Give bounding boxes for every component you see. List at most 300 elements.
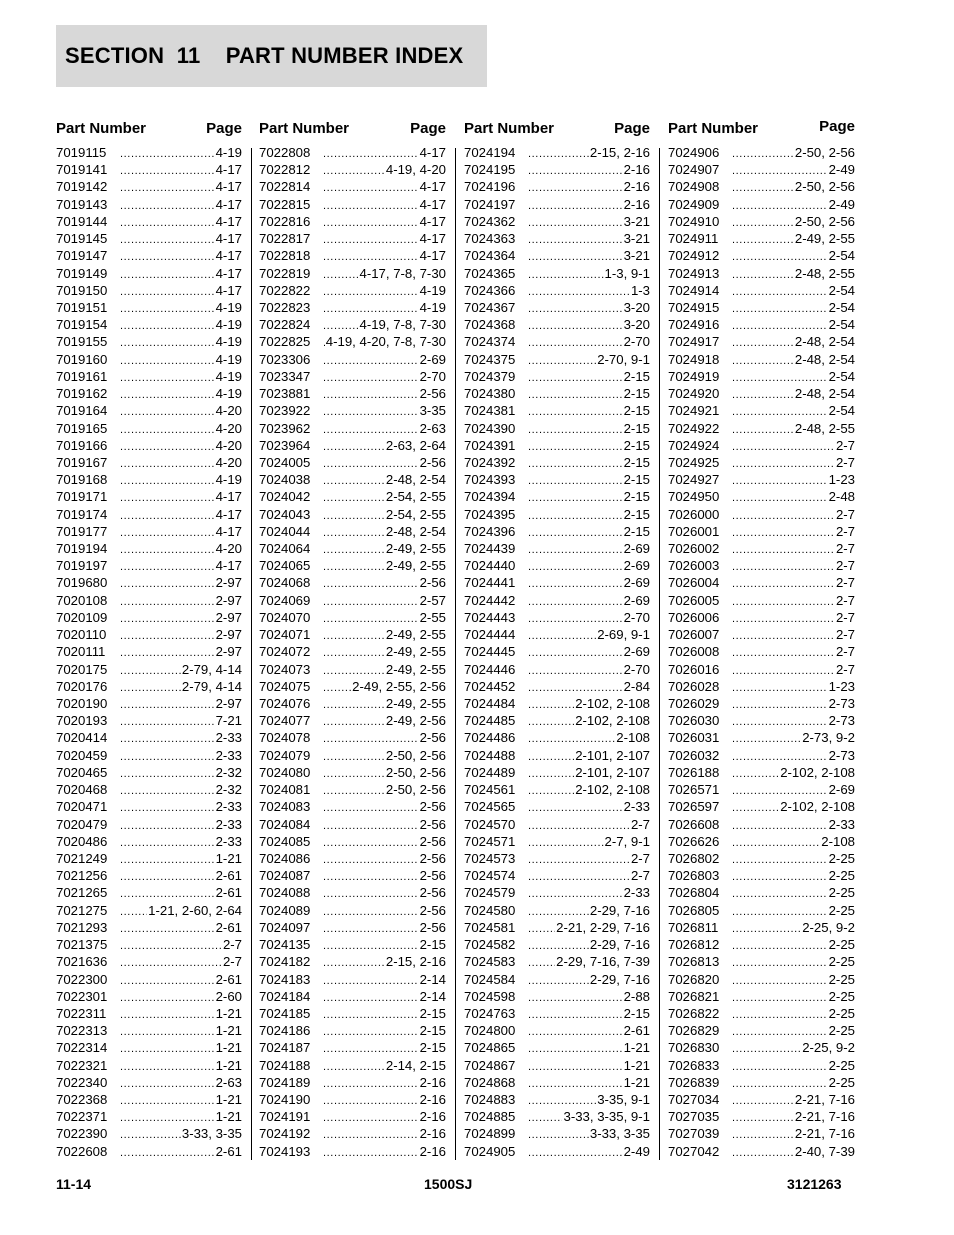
index-entry (56, 402, 242, 419)
part-number: 7022816 (259, 213, 311, 229)
index-entry (464, 643, 650, 660)
part-number: 7024441 (464, 575, 516, 591)
part-number: 7024365 (464, 265, 516, 281)
part-number-header: Part Number (668, 120, 759, 137)
page-reference: 2-48, 2-54 (794, 386, 855, 402)
page-reference: 2-102, 2-108 (780, 799, 855, 815)
index-entry (668, 936, 855, 953)
part-number: 7024486 (464, 730, 516, 746)
dot-leader (120, 680, 181, 695)
part-number: 7024379 (464, 368, 516, 384)
page-reference: 2-7 (630, 868, 650, 884)
part-number: 7024070 (259, 609, 311, 625)
dot-leader (323, 284, 419, 299)
index-column-2 (259, 118, 446, 1160)
part-number: 7020190 (56, 696, 108, 711)
page-reference: 2-7 (835, 454, 855, 470)
part-number: 7022824 (259, 317, 311, 333)
index-entry (464, 884, 650, 901)
dot-leader (732, 955, 828, 970)
index-entry (259, 351, 446, 368)
dot-leader (323, 749, 385, 764)
index-entry (464, 695, 650, 712)
page-reference: 2-84 (623, 678, 650, 694)
part-number: 7019165 (56, 420, 108, 436)
index-entry (56, 1125, 242, 1142)
dot-leader (528, 387, 623, 402)
part-number: 7019197 (56, 558, 108, 574)
part-number: 7019680 (56, 575, 108, 591)
dot-leader (732, 301, 828, 316)
dot-leader (528, 559, 623, 574)
dot-leader (732, 766, 779, 781)
index-entry (668, 661, 855, 678)
dot-leader (323, 198, 419, 213)
part-number: 7024362 (464, 213, 516, 229)
page-reference: 2-49, 2-55 (385, 696, 446, 711)
part-number: 7024185 (259, 1005, 311, 1021)
part-number: 7024081 (259, 782, 311, 798)
index-entry (668, 971, 855, 988)
page-reference: 2-7, 9-1 (604, 833, 650, 849)
index-entry (668, 1143, 855, 1160)
part-number: 7024191 (259, 1109, 311, 1125)
dot-leader (732, 284, 828, 299)
index-entry (259, 265, 446, 282)
part-number: 7024908 (668, 179, 720, 195)
part-number: 7024565 (464, 799, 516, 815)
part-number: 7021249 (56, 850, 108, 866)
part-number: 7023347 (259, 368, 311, 384)
part-number: 7026608 (668, 816, 720, 832)
page-reference: 4-20 (215, 420, 242, 436)
page-reference: 1-21 (215, 850, 242, 866)
part-number: 7024442 (464, 592, 516, 608)
index-entry (259, 850, 446, 867)
part-number: 7024069 (259, 592, 311, 608)
page-reference: 2-16 (419, 1126, 446, 1142)
part-number: 7019115 (56, 145, 107, 160)
page-reference: 2-69 (419, 351, 446, 367)
part-number: 7022368 (56, 1092, 108, 1108)
part-number: 7024367 (464, 299, 516, 315)
dot-leader (120, 800, 215, 815)
part-number: 7019145 (56, 231, 108, 247)
dot-leader (528, 680, 623, 695)
dot-leader (732, 904, 828, 919)
part-number: 7024583 (464, 954, 516, 970)
page-reference: 2-49, 2-56 (385, 713, 446, 729)
dot-leader (732, 1007, 828, 1022)
index-entry (464, 230, 650, 247)
page-reference: 4-17 (215, 523, 242, 539)
footer-page-number: 11-14 (56, 1176, 92, 1192)
index-entry (464, 678, 650, 695)
part-number: 7024489 (464, 764, 516, 780)
index-entry (56, 1005, 242, 1022)
index-entry (464, 712, 650, 729)
part-number: 7024452 (464, 678, 516, 694)
dot-leader (528, 955, 555, 970)
page-reference: 2-7 (835, 609, 855, 625)
dot-leader (732, 439, 835, 454)
page-reference: 2-33 (623, 885, 650, 901)
part-number: 7024194 (464, 145, 516, 160)
index-entry (259, 902, 446, 919)
dot-leader (732, 852, 828, 867)
part-number: 7024083 (259, 799, 311, 815)
part-number: 7022314 (56, 1040, 108, 1056)
index-entry (668, 953, 855, 970)
part-number: 7024005 (259, 454, 311, 470)
index-entry (56, 678, 242, 695)
dot-leader (528, 749, 574, 764)
page-reference: 2-69 (623, 644, 650, 660)
part-number: 7024184 (259, 988, 311, 1004)
page-reference: 2-7 (835, 592, 855, 608)
index-entry (668, 454, 855, 471)
dot-leader (323, 215, 419, 230)
page-reference: 2-25 (828, 902, 855, 918)
page-reference: 2-15 (623, 368, 650, 384)
part-number: 7024914 (668, 282, 720, 298)
dot-leader (732, 749, 828, 764)
page-reference: 2-102, 2-108 (575, 696, 650, 711)
dot-leader (732, 318, 828, 333)
part-number: 7022818 (259, 248, 311, 264)
part-number: 7026802 (668, 850, 720, 866)
page-reference: 2-25 (828, 937, 855, 953)
page-reference: 2-54 (828, 299, 855, 315)
page-reference: 2-69 (623, 592, 650, 608)
dot-leader (528, 456, 623, 471)
part-number: 7024581 (464, 919, 516, 935)
index-entry (259, 1125, 446, 1142)
dot-leader (323, 990, 419, 1005)
dot-leader (528, 938, 589, 953)
page-reference: 2-7 (630, 816, 650, 832)
index-entry (259, 764, 446, 781)
index-entry (56, 850, 242, 867)
dot-leader (120, 353, 215, 368)
page-reference: 4-17 (419, 196, 446, 212)
index-entry (668, 178, 855, 195)
dot-leader (528, 180, 623, 195)
index-entry (56, 609, 242, 626)
index-entry (56, 781, 242, 798)
index-entry (668, 712, 855, 729)
index-entry (464, 1143, 650, 1160)
page-reference: 2-102, 2-108 (575, 782, 650, 798)
page-reference: 1-21 (215, 1040, 242, 1056)
dot-leader (528, 990, 623, 1005)
part-number: 7024064 (259, 541, 311, 557)
page-reference: 4-17 (215, 196, 242, 212)
index-entry (56, 712, 242, 729)
index-entry (668, 316, 855, 333)
index-entry (668, 1091, 855, 1108)
dot-leader (323, 576, 419, 591)
index-entry (56, 265, 242, 282)
part-number: 7024582 (464, 937, 516, 953)
part-number: 7021256 (56, 868, 108, 884)
index-entry (259, 643, 446, 660)
page-reference: 2-40, 7-39 (794, 1143, 855, 1159)
dot-leader (323, 835, 419, 850)
part-number: 7020109 (56, 609, 108, 625)
part-number: 7024561 (464, 782, 516, 798)
page-reference: 2-7 (835, 437, 855, 453)
dot-leader (323, 783, 385, 798)
dot-leader (120, 318, 215, 333)
dot-leader (528, 490, 623, 505)
part-number: 7024446 (464, 661, 516, 677)
part-number: 7024189 (259, 1074, 311, 1090)
index-entry (464, 506, 650, 523)
index-entry (464, 454, 650, 471)
part-number: 7019161 (56, 368, 108, 384)
index-entry (668, 144, 855, 161)
index-entry (668, 230, 855, 247)
index-entry (464, 833, 650, 850)
dot-leader (732, 370, 828, 385)
index-entry (464, 574, 650, 591)
dot-leader (323, 680, 351, 695)
part-number: 7026002 (668, 541, 720, 557)
part-number: 7024571 (464, 833, 516, 849)
dot-leader (120, 1007, 215, 1022)
part-number: 7024865 (464, 1040, 516, 1056)
dot-leader (732, 1145, 794, 1160)
index-entry (56, 420, 242, 437)
dot-leader (323, 628, 385, 643)
dot-leader (120, 1059, 215, 1074)
dot-leader (323, 232, 419, 247)
part-number: 7026805 (668, 902, 720, 918)
index-entry (259, 1005, 446, 1022)
dot-leader (732, 353, 794, 368)
page-reference: 2-33 (215, 833, 242, 849)
page-reference: 2-7 (630, 850, 650, 866)
page-reference: 2-7 (835, 661, 855, 677)
index-entry (464, 282, 650, 299)
part-number: 7022340 (56, 1074, 108, 1090)
part-number: 7024080 (259, 764, 311, 780)
page-reference: 2-54, 2-55 (385, 489, 446, 505)
page-reference: 2-7 (835, 541, 855, 557)
part-number: 7020414 (56, 730, 108, 746)
part-number: 7022301 (56, 988, 108, 1004)
dot-leader (323, 886, 419, 901)
part-number: 7026803 (668, 868, 720, 884)
part-number: 7024927 (668, 472, 720, 488)
dot-leader (732, 886, 828, 901)
dot-leader (732, 645, 835, 660)
page-reference: 2-48 (828, 489, 855, 505)
part-number: 7020479 (56, 816, 108, 832)
index-entry (668, 833, 855, 850)
index-entry (464, 1057, 650, 1074)
page-reference: 1-21 (623, 1074, 650, 1090)
part-number: 7026003 (668, 558, 720, 574)
part-number: 7024381 (464, 403, 516, 419)
part-number: 7019166 (56, 437, 108, 453)
page-reference: 2-69 (623, 541, 650, 557)
index-column-3 (464, 118, 650, 1160)
dot-leader (323, 387, 419, 402)
dot-leader (732, 559, 835, 574)
dot-leader (528, 267, 604, 282)
index-entry (464, 213, 650, 230)
part-number: 7020176 (56, 678, 108, 694)
page-reference: 2-29, 7-16 (589, 937, 650, 953)
dot-leader (120, 301, 215, 316)
index-column-1 (56, 118, 242, 1160)
part-number: 7026029 (668, 696, 720, 711)
index-entry (668, 247, 855, 264)
part-number: 7026830 (668, 1040, 720, 1056)
page-reference: 2-21, 2-29, 7-16 (556, 919, 650, 935)
page-reference: 2-25 (828, 971, 855, 987)
dot-leader (323, 267, 358, 282)
dot-leader (528, 404, 623, 419)
page-reference: 2-56 (419, 885, 446, 901)
page-reference: 4-19 (215, 145, 242, 160)
dot-leader (120, 284, 215, 299)
dot-leader (323, 1127, 419, 1142)
index-entry (259, 661, 446, 678)
page-reference: 2-56 (419, 816, 446, 832)
dot-leader (120, 818, 215, 833)
part-number: 7024911 (668, 231, 719, 247)
part-number: 7026000 (668, 506, 720, 522)
page-reference: 4-19 (215, 386, 242, 402)
dot-leader (732, 198, 828, 213)
index-entry (464, 626, 650, 643)
dot-leader (732, 456, 835, 471)
page-reference: 2-33 (215, 747, 242, 763)
index-entry (56, 488, 242, 505)
part-number: 7019151 (56, 299, 108, 315)
dot-leader (120, 990, 215, 1005)
dot-leader (323, 146, 419, 161)
part-number: 7023962 (259, 420, 311, 436)
part-number: 7024443 (464, 609, 516, 625)
part-number: 7019194 (56, 541, 108, 557)
part-number: 7020459 (56, 747, 108, 763)
page-reference: 2-25 (828, 1005, 855, 1021)
page-reference: 3-21 (623, 213, 650, 229)
page-reference: 2-7 (835, 506, 855, 522)
dot-leader (732, 387, 794, 402)
dot-leader (732, 663, 835, 678)
dot-leader (528, 422, 623, 437)
index-entry (259, 626, 446, 643)
dot-leader (528, 852, 630, 867)
index-entry (259, 385, 446, 402)
index-entry (464, 247, 650, 264)
index-entry (464, 471, 650, 488)
column-divider (251, 148, 252, 1160)
page-reference: 4-17 (215, 558, 242, 574)
part-number: 7019150 (56, 282, 108, 298)
index-entry (464, 557, 650, 574)
index-entry (56, 764, 242, 781)
page-reference: 2-7 (222, 937, 242, 953)
part-number: 7024084 (259, 816, 311, 832)
page-reference: 1-21 (215, 1092, 242, 1108)
dot-leader (732, 714, 828, 729)
page-reference: 2-7 (835, 575, 855, 591)
index-entry (259, 1108, 446, 1125)
page-reference: 2-101, 2-107 (575, 747, 650, 763)
page-reference: 2-56 (419, 386, 446, 402)
page-reference: 2-25, 9-2 (802, 1040, 855, 1056)
part-number: 7026008 (668, 644, 720, 660)
index-entry (668, 437, 855, 454)
dot-leader (120, 663, 181, 678)
index-entry (259, 471, 446, 488)
index-entry (668, 161, 855, 178)
part-number: 7026004 (668, 575, 720, 591)
page-reference: 2-69 (623, 558, 650, 574)
dot-leader (323, 559, 385, 574)
index-entry (259, 798, 446, 815)
part-number: 7019168 (56, 472, 108, 488)
index-entry (259, 1143, 446, 1160)
dot-leader (323, 525, 385, 540)
index-entry (56, 902, 242, 919)
dot-leader (732, 938, 828, 953)
part-number: 7024883 (464, 1092, 516, 1108)
index-entry (464, 1039, 650, 1056)
part-number: 7024485 (464, 713, 516, 729)
page-header: Page (614, 120, 650, 137)
index-entry (56, 1022, 242, 1039)
page-reference: 2-15 (623, 489, 650, 505)
part-number-header: Part Number (259, 120, 350, 137)
part-number: 7023964 (259, 437, 311, 453)
page-header: Page (819, 118, 855, 135)
index-entry (668, 213, 855, 230)
index-entry (56, 592, 242, 609)
dot-leader (323, 1110, 419, 1125)
dot-leader (732, 731, 801, 746)
page-reference: 2-15 (623, 454, 650, 470)
page-reference: 2-49, 2-55 (385, 558, 446, 574)
dot-leader (323, 904, 419, 919)
page-reference: 1-21 (215, 1057, 242, 1073)
index-entry (56, 316, 242, 333)
part-number: 7024085 (259, 833, 311, 849)
dot-leader (528, 542, 623, 557)
part-number: 7024183 (259, 971, 311, 987)
index-entry (259, 574, 446, 591)
part-number: 7020468 (56, 782, 108, 798)
page-reference: 2-29, 7-16, 7-39 (556, 954, 650, 970)
dot-leader (732, 542, 835, 557)
part-number: 7026839 (668, 1074, 720, 1090)
page-reference: 2-61 (215, 971, 242, 987)
page-reference: 1-21 (215, 1005, 242, 1021)
page-reference: 2-97 (215, 644, 242, 660)
part-number: 7024078 (259, 730, 311, 746)
page-reference: 2-49, 2-55 (385, 541, 446, 557)
dot-leader (323, 1041, 419, 1056)
index-entry (668, 643, 855, 660)
dot-leader (120, 973, 215, 988)
index-entry (259, 178, 446, 195)
